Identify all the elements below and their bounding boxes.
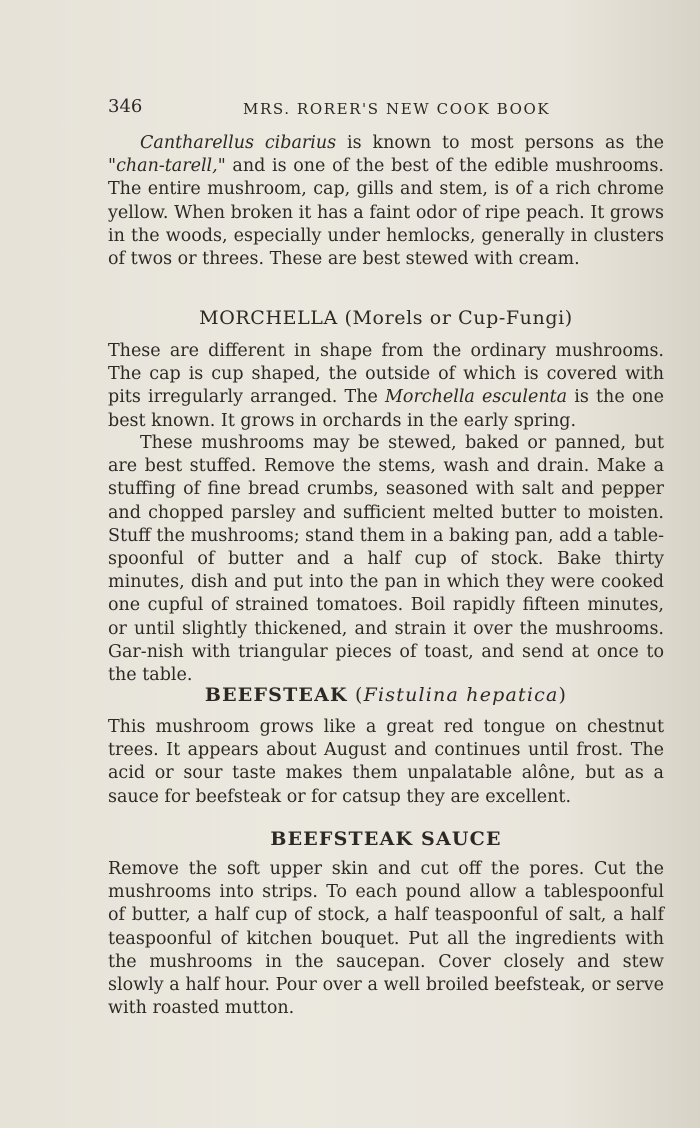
chanterelle-common-name: chan-tarell, — [116, 156, 218, 177]
beefsteak-sauce-heading: BEEFSTEAK SAUCE — [270, 828, 502, 850]
morchella-text-b: is the one best known. It grows in orchards in the early spring. — [108, 387, 665, 431]
morchella-paragraph-2: These mushrooms may be stewed, baked or panned, but are best stuffed. Remove the stems, wash and drain. Make a stuffing of fine bread crumbs, seasoned with salt and pepper and chopped parsley and sufficient melted butter to moisten. Stuff the mushrooms; stand them in a baking pan, add a table-spoonful of butter and a half cup of stock. Bake thirty minutes, dish and put into the pan in which they were cooked one cupful of strained tomatoes. Boil rapidly fifteen minutes, or until slightly thickened, and strain it over the mushrooms. Gar-nish with triangular pieces of toast, and send at once to the table. — [108, 433, 664, 686]
beefsteak-heading-paren-close: ) — [558, 684, 568, 706]
beefsteak-paragraph: This mushroom grows like a great red tongue on chestnut trees. It appears about August and continues until frost. The acid or sour taste makes them unpalatable alône, but as a sauce for beefsteak or for catsup they are excellent. — [108, 717, 664, 807]
running-title: MRS. RORER'S NEW COOK BOOK — [243, 100, 551, 118]
cantharellus-text-a: is known to most persons as the " — [108, 133, 664, 177]
morchella-species: Morchella esculenta — [384, 387, 568, 408]
cantharellus-text-b: " and is one of the best of the edible mushrooms. The entire mushroom, cap, gills and stem, is of a rich chrome yellow. When broken it has a faint odor of ripe peach. It grows in the woods, especially under hemlocks, generally in clusters of twos or threes. These are best stewed with cream. — [108, 156, 664, 270]
page-number: 346 — [108, 96, 143, 117]
cantharellus-species: Cantharellus cibarius — [140, 133, 337, 153]
morchella-heading: MORCHELLA (Morels or Cup-Fungi) — [199, 307, 573, 329]
beefsteak-heading — [108, 684, 664, 706]
morchella-paragraph-1 — [108, 340, 664, 433]
beefsteak-sauce-paragraph: Remove the soft upper skin and cut off the pores. Cut the mushrooms into strips. To each pound allow a tablespoonful of butter, a half cup of stock, a half teaspoonful of salt, a half teaspoonful of kitchen bouquet. Put all the ingredients with the mushrooms in the saucepan. Cover closely and stew slowly a half hour. Pour over a well broiled beefsteak, or serve with roasted mutton. — [108, 859, 664, 1019]
cantharellus-paragraph — [108, 132, 664, 271]
beefsteak-heading-paren-open: ( — [347, 684, 364, 706]
beefsteak-heading-main: BEEFSTEAK — [204, 684, 348, 706]
beefsteak-heading-species: Fistulina hepatica — [363, 684, 559, 706]
morchella-text-a: These are different in shape from the ordinary mushrooms. The cap is cup shaped, the outside of which is covered with pits irregularly arranged. The — [108, 341, 664, 408]
